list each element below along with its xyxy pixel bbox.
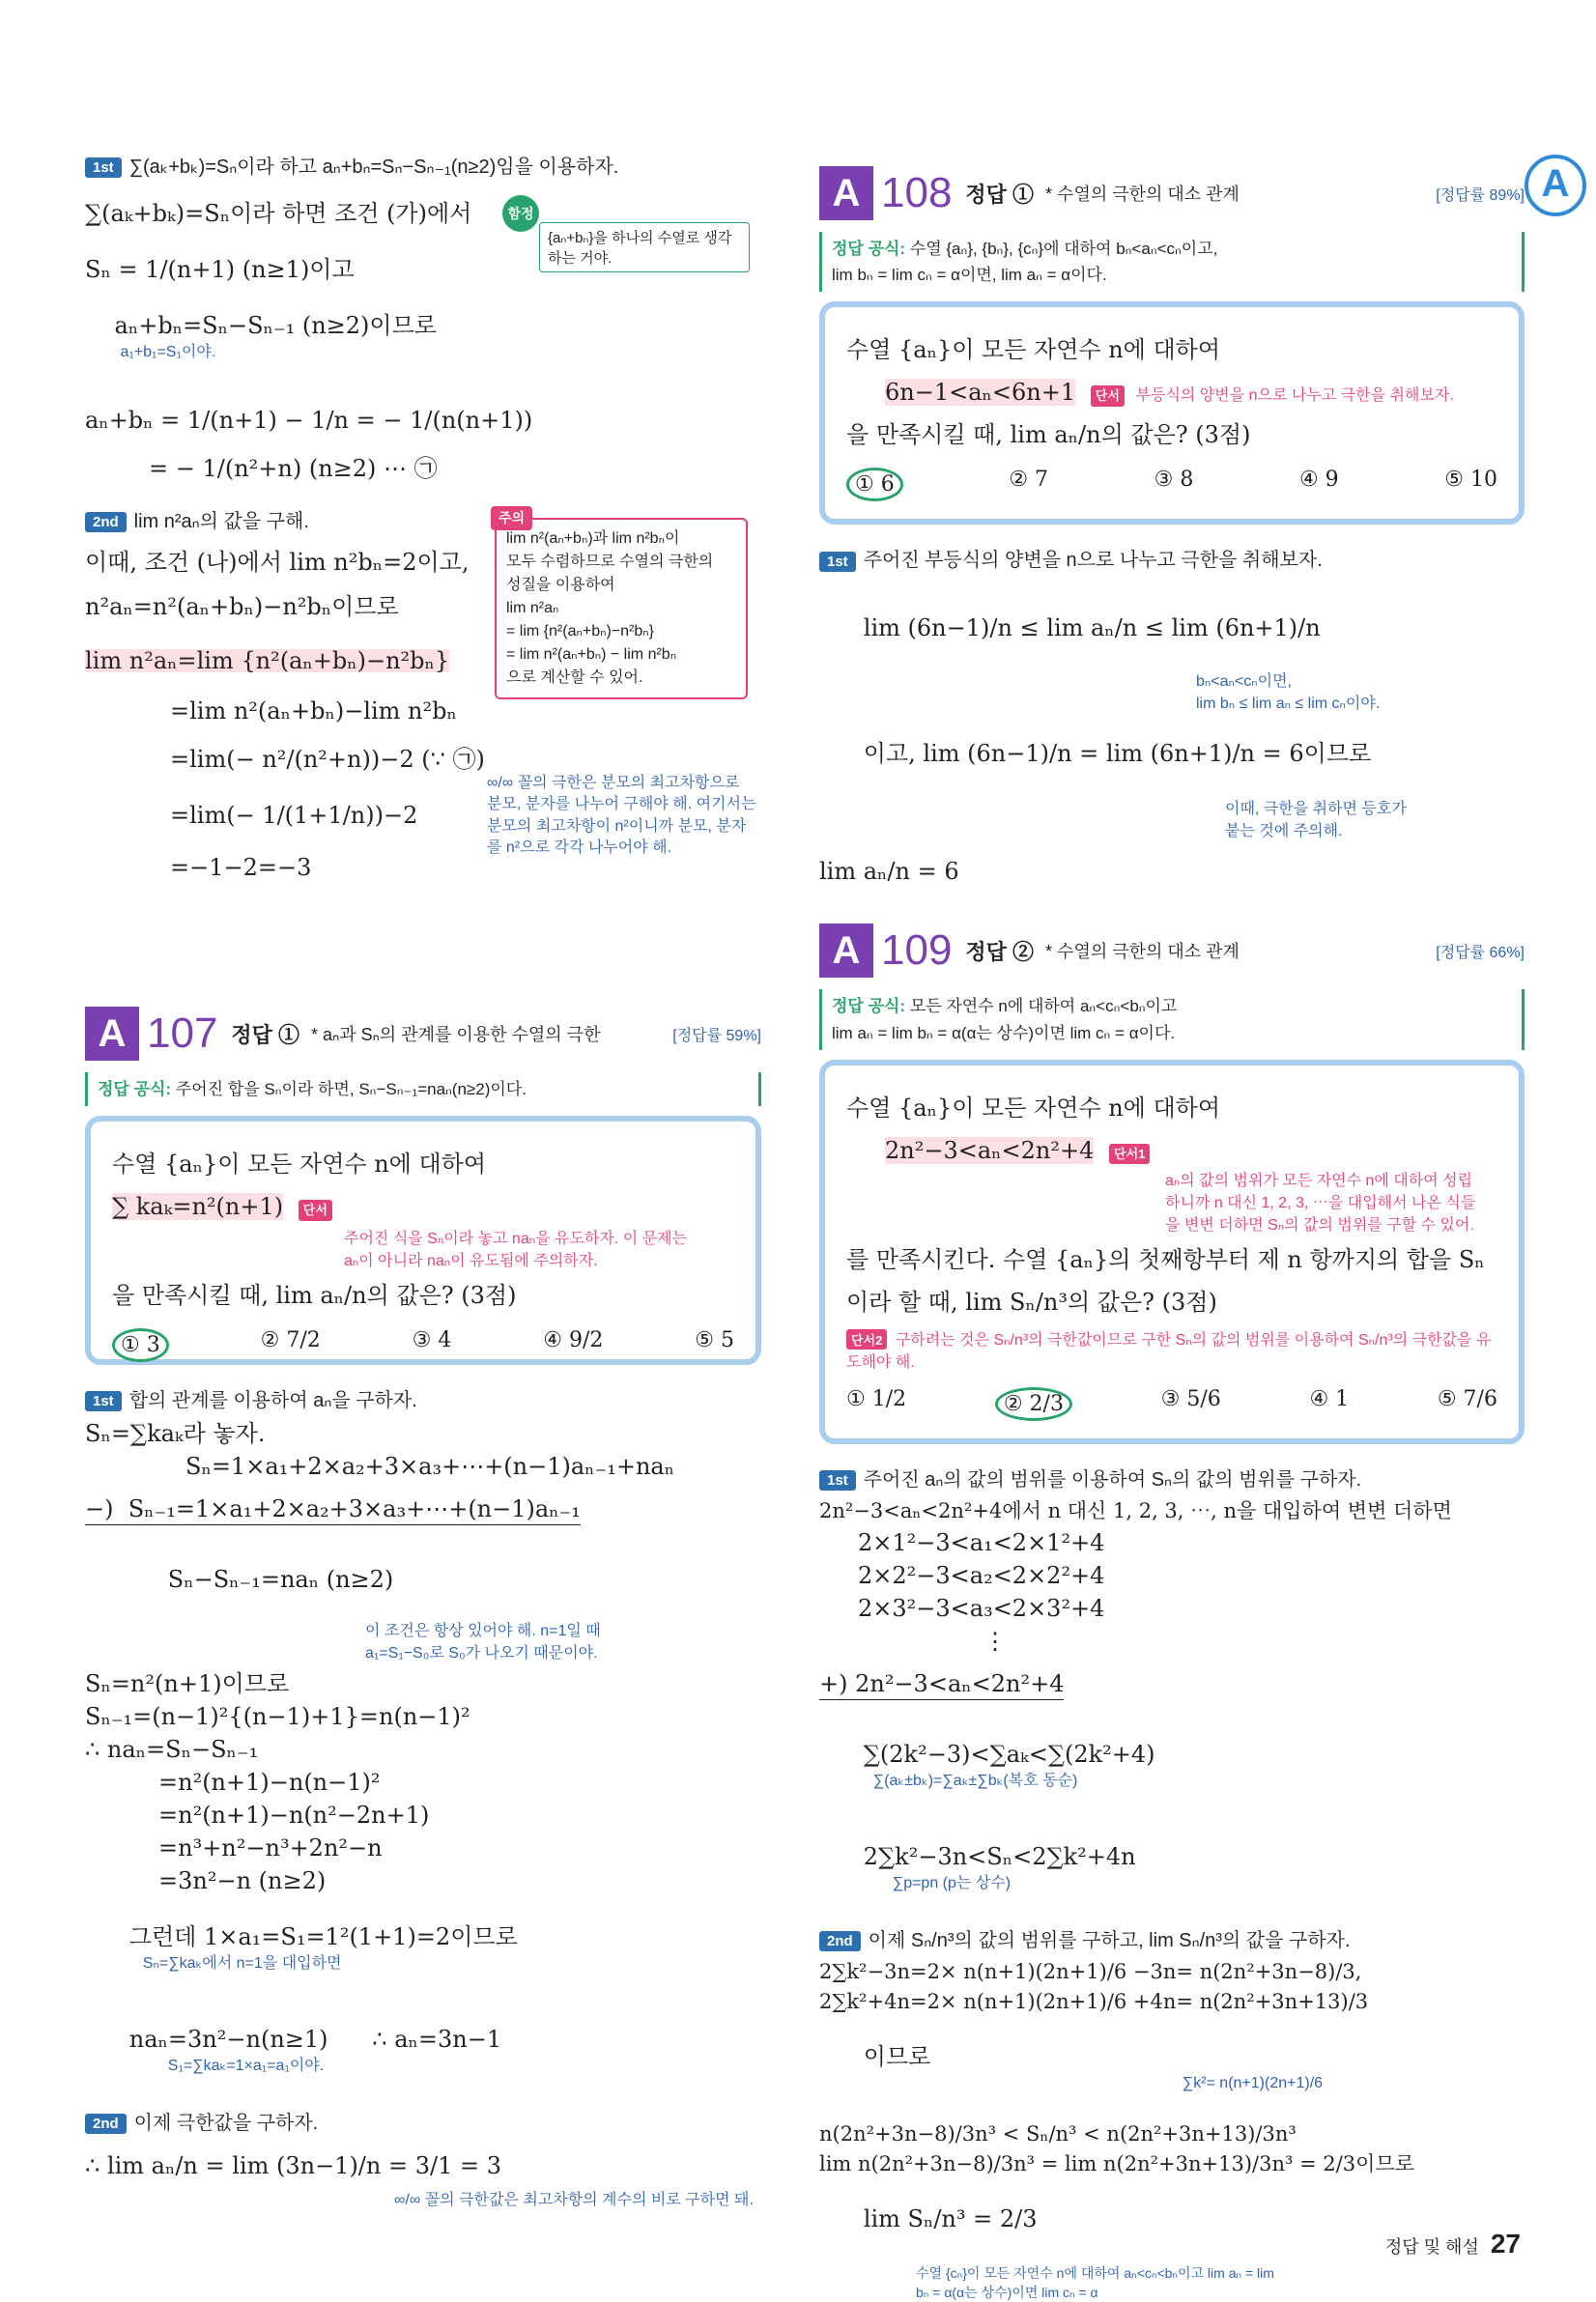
hint-text: 부등식의 양변을 n으로 나누고 극한을 취해보자.: [1135, 387, 1454, 405]
caution-line: 으로 계산할 수 있어.: [506, 669, 643, 686]
hint-tag: 단서2: [846, 1329, 887, 1350]
section-badge: A: [1525, 155, 1586, 216]
problem-line: 수열 {aₙ}이 모든 자연수 n에 대하여: [846, 1094, 1221, 1122]
trap-badge: 함정: [502, 195, 539, 232]
hint-text: 주어진 식을 Sₙ이라 놓고 naₙ을 유도하자. 이 문제는 aₙ이 아니라 naₙ이 유도됨에 주의하자.: [344, 1231, 687, 1270]
line: lim n(2n²+3n−8)/3n³ = lim n(2n²+3n+13)/3n³ = 2/3이므로: [819, 2151, 1415, 2175]
answer-formula: 정답 공식: 주어진 합을 Sₙ이라 하면, Sₙ−Sₙ₋₁=naₙ(n≥2)이다.: [85, 1072, 761, 1106]
line: lim (6n−1)/n ≤ lim aₙ/n ≤ lim (6n+1)/n: [863, 614, 1321, 642]
answer-label: 정답 ①: [965, 182, 1035, 207]
line: 2×1²−3<a₁<2×1²+4: [858, 1528, 1105, 1556]
choice-1[interactable]: ① 3: [112, 1328, 169, 1362]
step1-title: 1st 주어진 aₙ의 값의 범위를 이용하여 Sₙ의 값의 범위를 구하자.: [819, 1464, 1525, 1492]
line: 2×3²−3<a₃<2×3²+4: [858, 1594, 1105, 1622]
line: n²aₙ=n²(aₙ+bₙ)−n²bₙ이므로: [85, 593, 399, 620]
line: lim Sₙ/n³ = 2/3: [863, 2204, 1038, 2232]
step2-title: 2nd 이제 Sₙ/n³의 값의 범위를 구하고, lim Sₙ/n³의 값을 구하자.: [819, 1924, 1525, 1952]
line: Sₙ=1×a₁+2×a₂+3×a₃+⋯+(n−1)aₙ₋₁+naₙ: [185, 1453, 675, 1481]
choice-2[interactable]: ② 7: [1009, 468, 1049, 493]
line: Sₙ₋₁=(n−1)²{(n−1)+1}=n(n−1)²: [85, 1703, 470, 1731]
choice-3[interactable]: ③ 8: [1154, 468, 1194, 493]
line: n(2n²+3n−8)/3n³ < Sₙ/n³ < n(2n²+3n+13)/3n³: [819, 2121, 1297, 2146]
choices: [846, 1387, 1497, 1421]
line: 이므로 ∑k²= n(n+1)(2n+1)/6: [863, 2042, 1324, 2091]
caution-line: lim n²aₙ: [506, 600, 559, 616]
side-note: bₙ<aₙ<cₙ이면, lim bₙ ≤ lim aₙ ≤ lim cₙ이야.: [1196, 673, 1381, 713]
choice-1[interactable]: ① 1/2: [846, 1386, 907, 1411]
side-note: ∑(aₖ±bₖ)=∑aₖ±∑bₖ(복호 동순): [872, 1772, 1078, 1789]
line: = − 1/(n²+n) (n≥2) ⋯ ㉠: [149, 455, 438, 482]
line: aₙ+bₙ=Sₙ−Sₙ₋₁ (n≥2)이므로 a₁+b₁=S₁이야.: [114, 312, 437, 360]
step1-title: 1st 주어진 부등식의 양변을 n으로 나누고 극한을 취해보자.: [819, 544, 1525, 572]
line: =n³+n²−n³+2n²−n: [158, 1834, 383, 1862]
line: 2∑k²−3n=2× n(n+1)(2n+1)/6 −3n= n(2n²+3n−8)/3,: [819, 1959, 1362, 1983]
question-number: 109: [881, 926, 953, 975]
side-note: 이 조건은 항상 있어야 해. n=1일 때 a₁=S₁−S₀로 S₀가 나오기 때문이야.: [365, 1623, 601, 1663]
answer-label: 정답 ①: [231, 1022, 300, 1047]
choice-3[interactable]: ③ 5/6: [1160, 1386, 1221, 1411]
step-badge-1st: 1st: [819, 1470, 856, 1491]
choice-2[interactable]: ② 7/2: [260, 1328, 321, 1353]
step2-title: 2nd 이제 극한값을 구하자.: [85, 2107, 761, 2135]
problem-line: 를 만족시킨다. 수열 {aₙ}의 첫째항부터 제 n 항까지의 합을 Sₙ: [846, 1245, 1485, 1273]
step2-title: 2nd lim n²aₙ의 값을 구해.: [85, 505, 790, 533]
line: =n²(n+1)−n(n−1)²: [158, 1769, 381, 1797]
page-footer: [1385, 2229, 1521, 2259]
step-badge-1st: 1st: [819, 552, 856, 572]
answer-formula: 정답 공식: 모든 자연수 n에 대하여 aₙ<cₙ<bₙ이고 lim aₙ = lim bₙ = α(α는 상수)이면 lim cₙ = α이다.: [819, 989, 1525, 1049]
caution-line: 모두 수렴하므로 수열의 극한의: [506, 554, 714, 570]
hint-tag: 단서: [1091, 385, 1125, 407]
line: 2∑k²+4n=2× n(n+1)(2n+1)/6 +4n= n(2n²+3n+13)/3: [819, 1989, 1369, 2013]
line: 2∑k²−3n<Sₙ<2∑k²+4n ∑p=pn (p는 상수): [863, 1842, 1136, 1891]
footer-label: 정답 및 해설: [1384, 2237, 1479, 2257]
question-topic: * 수열의 극한의 대소 관계: [1045, 185, 1240, 204]
choice-5[interactable]: ⑤ 5: [695, 1328, 734, 1353]
page-number: 27: [1490, 2229, 1521, 2259]
line: Sₙ = 1/(n+1) (n≥1)이고: [85, 256, 355, 283]
answer-label: 정답 ②: [965, 939, 1035, 964]
problem-box: [819, 301, 1525, 525]
caution-line: = lim n²(aₙ+bₙ) − lim n²bₙ: [506, 646, 677, 663]
question-108: [819, 164, 1525, 886]
line: ⋮: [983, 1627, 1007, 1655]
hint-tag: 단서: [299, 1200, 332, 1221]
question-107: [85, 1005, 761, 2209]
choice-4[interactable]: ④ 1: [1309, 1386, 1350, 1411]
line: =lim(− n²/(n²+n))−2 (∵ ㉠): [170, 746, 485, 773]
line: aₙ+bₙ = 1/(n+1) − 1/n = − 1/(n(n+1)): [85, 407, 533, 434]
choices: [112, 1328, 734, 1362]
caution-box: [495, 510, 748, 699]
line: ∴ lim aₙ/n = lim (3n−1)/n = 3/1 = 3: [85, 2152, 501, 2180]
step-badge-1st: 1st: [85, 157, 122, 178]
question-109: [819, 922, 1525, 2301]
line: ∑(aₖ+bₖ)=Sₙ이라 하면 조건 (가)에서: [85, 200, 472, 227]
correct-rate: [정답률 59%]: [672, 1027, 761, 1044]
problem-line: 2n²−3<aₙ<2n²+4 단서1: [885, 1133, 1497, 1168]
line: 그런데 1×a₁=S₁=1²(1+1)=2이므로 Sₙ=∑kaₖ에서 n=1을 대입하면: [128, 1923, 518, 1973]
line: Sₙ=n²(n+1)이므로: [85, 1670, 290, 1698]
line: −) Sₙ₋₁=1×a₁+2×a₂+3×a₃+⋯+(n−1)aₙ₋₁: [85, 1497, 581, 1525]
answer-formula: 정답 공식: 수열 {aₙ}, {bₙ}, {cₙ}에 대하여 bₙ<aₙ<cₙ이고, lim bₙ = lim cₙ = α이면, lim aₙ = α이다.: [819, 232, 1525, 292]
side-note: ∑p=pn (p는 상수): [892, 1874, 1012, 1891]
line: ∴ naₙ=Sₙ−Sₙ₋₁: [85, 1736, 259, 1764]
side-note: Sₙ=∑kaₖ에서 n=1을 대입하면: [142, 1955, 342, 1973]
question-topic: * aₙ과 Sₙ의 관계를 이용한 수열의 극한: [311, 1025, 601, 1044]
side-note: a₁+b₁=S₁이야.: [120, 344, 216, 360]
line: Sₙ−Sₙ₋₁=naₙ (n≥2): [167, 1566, 394, 1594]
question-letter: A: [85, 1007, 139, 1061]
hint2: [846, 1327, 1497, 1372]
side-note: 이때, 극한을 취하면 등호가 붙는 것에 주의해.: [1225, 801, 1407, 840]
question-header: [85, 1005, 761, 1063]
problem-line: 을 만족시킬 때, lim aₙ/n의 값은? (3점): [846, 421, 1251, 449]
problem-box: [819, 1060, 1525, 1444]
hint-tag: 단서1: [1109, 1144, 1150, 1165]
problem-line: 수열 {aₙ}이 모든 자연수 n에 대하여: [112, 1151, 487, 1179]
problem-box: [85, 1116, 761, 1365]
trap-note: {aₙ+bₙ}을 하나의 수열로 생각하는 거야.: [539, 222, 750, 272]
step1-title: 1st 합의 관계를 이용하여 aₙ을 구하자.: [85, 1384, 761, 1412]
choice-5[interactable]: ⑤ 10: [1444, 468, 1497, 493]
choice-4[interactable]: ④ 9: [1298, 468, 1339, 493]
line: =3n²−n (n≥2): [158, 1867, 327, 1895]
hint-text: 구하려는 것은 Sₙ/n³의 극한값이므로 구한 Sₙ의 값의 범위를 이용하여 Sₙ/n³의 극한값을 유도해야 해.: [846, 1331, 1492, 1371]
caution-line: 성질을 이용하여: [506, 577, 615, 593]
choice-1[interactable]: ① 6: [846, 468, 903, 501]
correct-rate: [정답률 66%]: [1436, 944, 1525, 961]
line: lim n²aₙ=lim {n²(aₙ+bₙ)−n²bₙ}: [85, 647, 450, 674]
side-note: ∞/∞ 꼴의 극한값은 최고차항의 계수의 비로 구하면 돼.: [394, 2192, 754, 2209]
problem-line: 수열 {aₙ}이 모든 자연수 n에 대하여: [846, 336, 1221, 364]
infinity-note: ∞/∞ 꼴의 극한은 분모의 최고차항으로 분모, 분자를 나누어 구해야 해. 여기서는 분모의 최고차항이 n²이니까 분모, 분자를 n²으로 각각 나누어야 해.: [487, 775, 756, 857]
question-number: 108: [881, 169, 953, 216]
question-letter: A: [819, 924, 873, 978]
line: =lim(− 1/(1+1/n))−2: [170, 802, 418, 829]
caution-label: 주의: [491, 506, 532, 530]
question-number: 107: [147, 1009, 218, 1057]
line: =−1−2=−3: [170, 854, 312, 881]
left-column: [85, 145, 790, 2209]
side-note: S₁=∑kaₖ=1×a₁=a₁이야.: [167, 2058, 325, 2075]
line: Sₙ=∑kaₖ라 놓자.: [85, 1420, 266, 1448]
right-column: [819, 164, 1525, 2302]
problem-line: 을 만족시킬 때, lim aₙ/n의 값은? (3점): [112, 1282, 517, 1310]
line: 2n²−3<aₙ<2n²+4에서 n 대신 1, 2, 3, ⋯, n을 대입하여 변변 더하면: [819, 1498, 1452, 1522]
choice-2[interactable]: ② 2/3: [995, 1387, 1072, 1421]
caution-line: = lim {n²(aₙ+bₙ)−n²bₙ}: [506, 623, 654, 639]
line: ∑(2k²−3)<∑aₖ<∑(2k²+4) ∑(aₖ±bₖ)=∑aₖ±∑bₖ(복호 동순): [863, 1740, 1155, 1789]
choice-4[interactable]: ④ 9/2: [543, 1328, 604, 1353]
line: 2×2²−3<a₂<2×2²+4: [858, 1561, 1105, 1589]
correct-rate: [정답률 89%]: [1436, 186, 1525, 204]
line: 이때, 조건 (나)에서 lim n²bₙ=2이고,: [85, 549, 470, 576]
line: =lim n²(aₙ+bₙ)−lim n²bₙ: [170, 697, 457, 725]
problem-line: 6n−1<aₙ<6n+1 단서 부등식의 양변을 n으로 나누고 극한을 취해보자.: [885, 379, 1454, 407]
choices: [846, 468, 1497, 501]
step-badge-2nd: 2nd: [819, 1931, 861, 1951]
choice-5[interactable]: ⑤ 7/6: [1437, 1386, 1497, 1411]
question-header: [819, 164, 1525, 222]
caution-line: lim n²(aₙ+bₙ)과 lim n²bₙ이: [506, 530, 680, 547]
choice-3[interactable]: ③ 4: [412, 1328, 452, 1353]
problem-line: 이라 할 때, lim Sₙ/n³의 값은? (3점): [846, 1288, 1217, 1316]
step1-title: 1st ∑(aₖ+bₖ)=Sₙ이라 하고 aₙ+bₙ=Sₙ−Sₙ₋₁(n≥2)임을 이용하자.: [85, 151, 790, 179]
problem-line: ∑ kaₖ=n²(n+1) 단서: [112, 1189, 734, 1224]
line: =n²(n+1)−n(n²−2n+1): [158, 1802, 430, 1830]
question-letter: A: [819, 166, 873, 220]
line: naₙ=3n²−n(n≥1) ∴ aₙ=3n−1 S₁=∑kaₖ=1×a₁=a₁이야.: [128, 2026, 502, 2075]
question-topic: * 수열의 극한의 대소 관계: [1045, 942, 1240, 962]
side-note: 수열 {cₙ}이 모든 자연수 n에 대하여 aₙ<cₙ<bₙ이고 lim aₙ = lim bₙ = α(α는 상수)이면 lim cₙ = α: [916, 2264, 1274, 2300]
line: +) 2n²−3<aₙ<2n²+4: [819, 1672, 1064, 1700]
hint-text: aₙ의 값의 범위가 모든 자연수 n에 대하여 성립하니까 n 대신 1, 2, 3, ⋯을 대입해서 나온 식들을 변변 더하면 Sₙ의 값의 범위를 구할 수 있어.: [1165, 1172, 1476, 1234]
side-note: ∑k²= n(n+1)(2n+1)/6: [1182, 2074, 1324, 2091]
line: 이고, lim (6n−1)/n = lim (6n+1)/n = 6이므로: [863, 740, 1372, 768]
step-badge-1st: 1st: [85, 1391, 122, 1411]
question-header: [819, 922, 1525, 980]
step-badge-2nd: 2nd: [85, 2114, 127, 2134]
step-badge-2nd: 2nd: [85, 512, 127, 532]
line: lim aₙ/n = 6: [819, 858, 959, 886]
